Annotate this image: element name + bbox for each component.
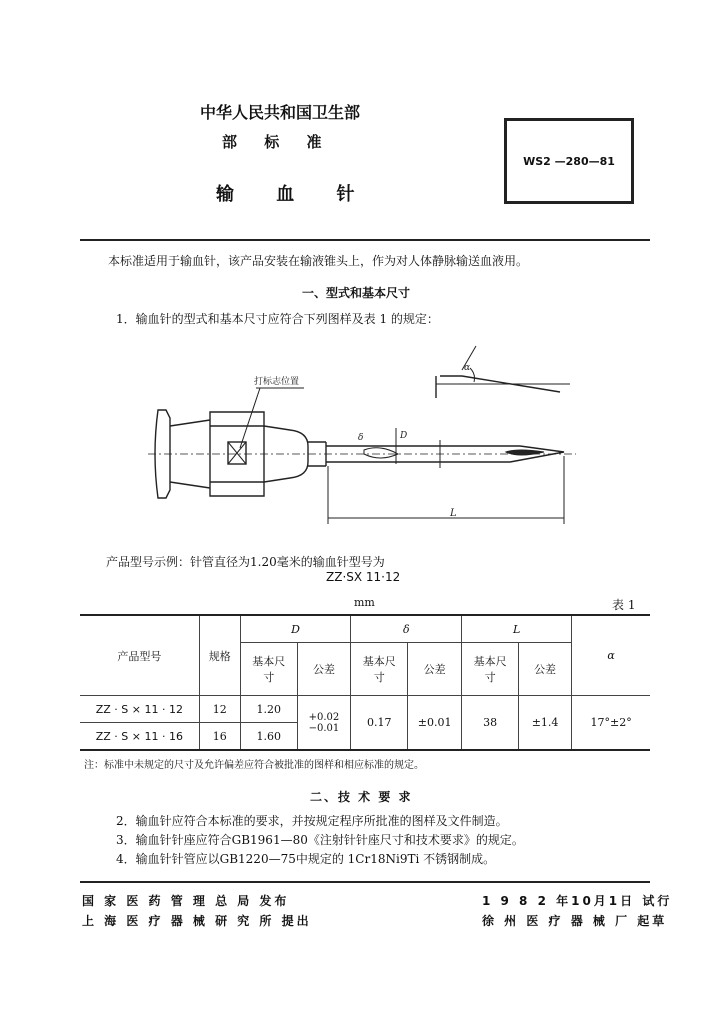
proposer: 上 海 医 疗 器 械 研 究 所 提出 [82,914,312,928]
row1-model: ZZ · S × 11 · 12 [80,696,199,723]
delta-tol-header: 公差 [408,643,462,696]
L-tol-header: 公差 [518,643,571,696]
section1-item1: 1．输血针的型式和基本尺寸应符合下列图样及表 1 的规定： [116,312,439,326]
issue-date: 1 9 8 2 年10月1日 试行 [482,894,673,908]
needle-drawing [140,340,580,540]
col-spec-header: 规格 [199,615,240,696]
delta-basic: 0.17 [351,696,408,751]
row1-spec: 12 [199,696,240,723]
L-basic: 38 [462,696,519,751]
D-basic-header: 基本尺寸 [240,643,297,696]
col-alpha-header: α [572,615,650,696]
bevel-detail [436,346,570,398]
intro-text: 本标准适用于输血针，该产品安装在输液锥头上，作为对人体静脉输送血液用。 [108,254,529,268]
row2-model: ZZ · S × 11 · 16 [80,723,199,751]
L-label: L [450,508,457,519]
col-L-header: L [462,615,572,643]
table-header-row [80,615,650,643]
ministry-title: 中华人民共和国卫生部 [200,103,361,122]
standard-code: WS2 —280—81 [523,155,615,168]
standard-code-box [504,118,634,204]
section2-item4: 4．输血针针管应以GB1220—75中规定的 1Cr18Ni9Ti 不锈钢制成。 [116,852,496,866]
D-tol-header: 公差 [297,643,351,696]
col-delta-header: δ [351,615,462,643]
section2-item3: 3．输血针针座应符合GB1961—80《注射针针座尺寸和技术要求》的规定。 [116,833,524,847]
section2-heading: 二、技 术 要 求 [310,790,413,804]
section2-item2: 2．输血针应符合本标准的要求，并按规定程序所批准的图样及文件制造。 [116,814,508,828]
D-tolerance: +0.02 −0.01 [297,696,351,751]
spec-table [80,614,650,751]
model-example-text: 产品型号示例：针管直径为1.20毫米的输血针型号为 [106,555,385,569]
model-example-code: ZZ·SX 11·12 [326,570,401,584]
delta-tolerance: ±0.01 [408,696,462,751]
header-rule [80,239,650,241]
table-label: 表 1 [612,598,636,612]
issuer: 国 家 医 药 管 理 总 局 发布 [82,894,290,908]
table-row [80,696,650,723]
row2-D: 1.60 [240,723,297,751]
unit-label: mm [354,596,375,609]
footer-rule [80,881,650,883]
col-model-header: 产品型号 [80,615,199,696]
delta-basic-header: 基本尺寸 [351,643,408,696]
row1-D: 1.20 [240,696,297,723]
alpha-value: 17°±2° [572,696,650,751]
L-tolerance: ±1.4 [518,696,571,751]
drafter: 徐 州 医 疗 器 械 厂 起草 [482,914,668,928]
standard-title: 输 血 针 [216,184,355,205]
row2-spec: 16 [199,723,240,751]
section1-heading: 一、型式和基本尺寸 [302,286,411,300]
col-D-header: D [240,615,350,643]
alpha-label: α [464,363,471,373]
standard-type: 部 标 准 [222,133,322,151]
L-basic-header: 基本尺寸 [462,643,519,696]
delta-label: δ [358,433,364,443]
table-note: 注：标准中未规定的尺寸及允许偏差应符合被批准的图样和相应标准的规定。 [84,760,424,771]
D-label: D [400,431,408,441]
mark-position-label: 打标志位置 [254,377,300,387]
